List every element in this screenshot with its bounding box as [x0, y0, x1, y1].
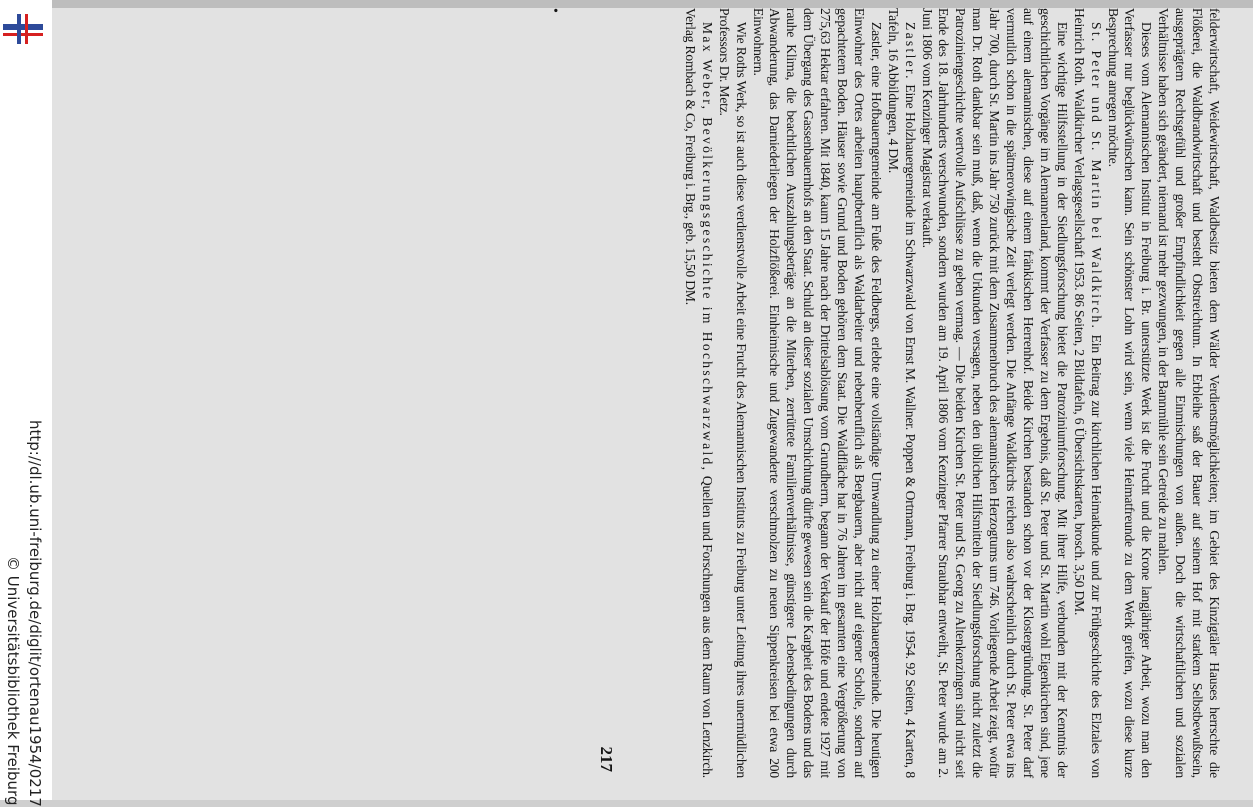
- university-logo-icon: [3, 8, 43, 48]
- page-number: 217: [597, 746, 616, 772]
- paragraph: [918, 8, 1070, 778]
- paragraph: [1104, 8, 1155, 778]
- page-text-block: [162, 8, 1222, 778]
- spaced-heading: St. Peter und St. Martin bei Waldkirch.: [1088, 22, 1104, 331]
- ink-dot: •: [547, 8, 562, 13]
- left-margin-strip: [0, 0, 52, 807]
- paragraph: [715, 8, 749, 778]
- paragraph-text: Dieses vom Alemannischen Institut in Freiburg i. Br. unterstützte Werk ist die Frucht und die Krone langjähriger Arbeit, wozu man den Verfasser nur beglückwünschen kann. Sein schönster Lohn wird sein, wenn viele Heimatfreunde zu dem Werk greifen, wozu diese kurze Besprechung anregen möchte.: [1105, 8, 1155, 778]
- paragraph-text: Zastler, eine Hofbauerngemeinde am Fuße des Feldbergs, erlebte eine vollständige Umwandlung zu einer Holzhauergemeinde. Die heutigen Einwohner des Ortes arbeiten hauptberuflich als Waldarbeiter und nebenberuflich als Bergbauern, aber nicht auf eigener Scholle, sondern auf gepachtetem Boden. Häuser sowie Grund und Boden gehören dem Staat. Die Waldfläche hat in 76 Jahren im gesamten eine Vergrößerung von 275,63 Hektar erfahren. Mit 1840, kaum 15 Jahre nach der Drittelsablösung vom Grundherrn, begann der Verkauf der Höfe und endete 1927 mit dem Übergang des Gassenbauernhofs an den Staat. Schuld an dieser sozialen Umschichtung dürfte gewesen sein die Kargheit des Bodens und das rauhe Klima, die beachtlichen Auszahlungsbeträge an die Miterben, zerrüttete Familienverhältnisse, günstigere Lebensbedingungen durch Abwanderung, das Darniederliegen der Holzflößerei. Einheimische und Zugewanderte verschmolzen zu neuen Sippenkreisen bei etwa 200 Einwohnern.: [750, 8, 884, 778]
- paragraph: [749, 8, 884, 778]
- paragraph-text: Wie Roths Werk, so ist auch diese verdienstvolle Arbeit eine Frucht des Alemannischen Instituts zu Freiburg unter Leitung ihres unermüdlichen Professors Dr. Metz.: [716, 8, 749, 778]
- copyright-notice: © Universitätsbibliothek Freiburg: [4, 556, 22, 806]
- scanned-page: [52, 0, 1253, 800]
- paragraph: [884, 8, 918, 778]
- source-url[interactable]: http://dl.ub.uni-freiburg.de/diglit/ortenau1954/0217: [26, 420, 44, 807]
- spaced-heading: Zastler.: [902, 22, 918, 81]
- paragraph-text: Quellen und Forschungen aus dem Raum von Lenzkirch. Verlag Rombach & Co, Freiburg i. Brg., geb. 15,50 DM.: [682, 8, 715, 778]
- paragraph-text: Eine wichtige Hilfsstellung in der Siedlungsforschung bietet die Patroziniumforschung. Mit ihrer Hilfe, verbunden mit der Kenntnis der geschichtlichen Vorgänge im Alemannenland, kommt der Verfasser zu dem Ergebnis, daß St. Peter und St. Martin wohl Eigenkirchen sind, jene auf einem alemannischen, diese auf einem fränkischen Herrenhof. Beide Kirchen bestanden schon vor der Klostergründung. St. Peter darf vermutlich schon in die spätmerowingische Zeit verlegt werden. Die Anfänge Waldkirchs reichen also wahrscheinlich durch St. Peter etwa ins Jahr 700, durch St. Martin ins Jahr 750 zurück mit dem Zusammenbruch des alemannischen Herzogtums um 746. Vorliegende Arbeit zeigt, wofür man Dr. Roth dankbar sein muß, daß, wenn die Urkunden versagen, neben den üblichen Hilfsmitteln der Siedlungsforschung nicht zuletzt die Patroziniengeschichte wertvolle Aufschlüsse zu geben vermag. — Die beiden Kirchen St. Peter und St. Georg zu Altenkenzingen sind nicht seit Ende des 18. Jahrhunderts verschwunden, sondern wurden am 19. April 1806 vom Kenzinger Pfarrer Straubhar entweiht, St. Peter wurde am 2. Juni 1806 vom Kenzinger Magistrat verkauft.: [919, 8, 1070, 778]
- paragraph: [1070, 8, 1104, 778]
- paragraph-text: Ein Beitrag zur kirchlichen Heimatkunde und zur Frühgeschichte des Elztales von Heinrich Roth. Waldkircher Verlagsgesellschaft 1953. 86 Seiten, 2 Bildtafeln, 6 Übersichtskarten, brosch. 3,50 DM.: [1071, 8, 1104, 779]
- paragraph: [1154, 8, 1222, 778]
- paragraph-text: Eine Holzhauergemeinde im Schwarzwald von Ernst M. Wallner. Poppen & Ortmann, Freiburg i. Brg. 1954. 92 Seiten, 4 Karten, 8 Tafeln, 16 Abbildungen, 4 DM.: [885, 8, 918, 778]
- spaced-heading: Max Weber, Bevölkerungsgeschichte im Hochschwarzwald,: [699, 22, 715, 473]
- paragraph-list: [681, 8, 1222, 778]
- paragraph: [681, 8, 715, 778]
- paragraph-text: felderwirtschaft, Weidewirtschaft, Waldbesitz bieten dem Wälder Verdienstmöglichkeiten; im Gebiet des Kinzigtäler Hauses herrschte die Flößerei, die Waldbrandwirtschaft und besteht Obstreichtum. In Erbleihe saß der Bauer auf seinem Hof mit starkem Selbstbewußtsein, ausgeprägtem Rechtsgefühl und großer Empfindlichkeit gegen alle Einmischungen von außen. Doch die wirtschaftlichen und sozialen Verhältnisse haben sich geändert, niemand ist mehr gezwungen, in der Bannmühle sein Getreide zu mahlen.: [1156, 8, 1222, 778]
